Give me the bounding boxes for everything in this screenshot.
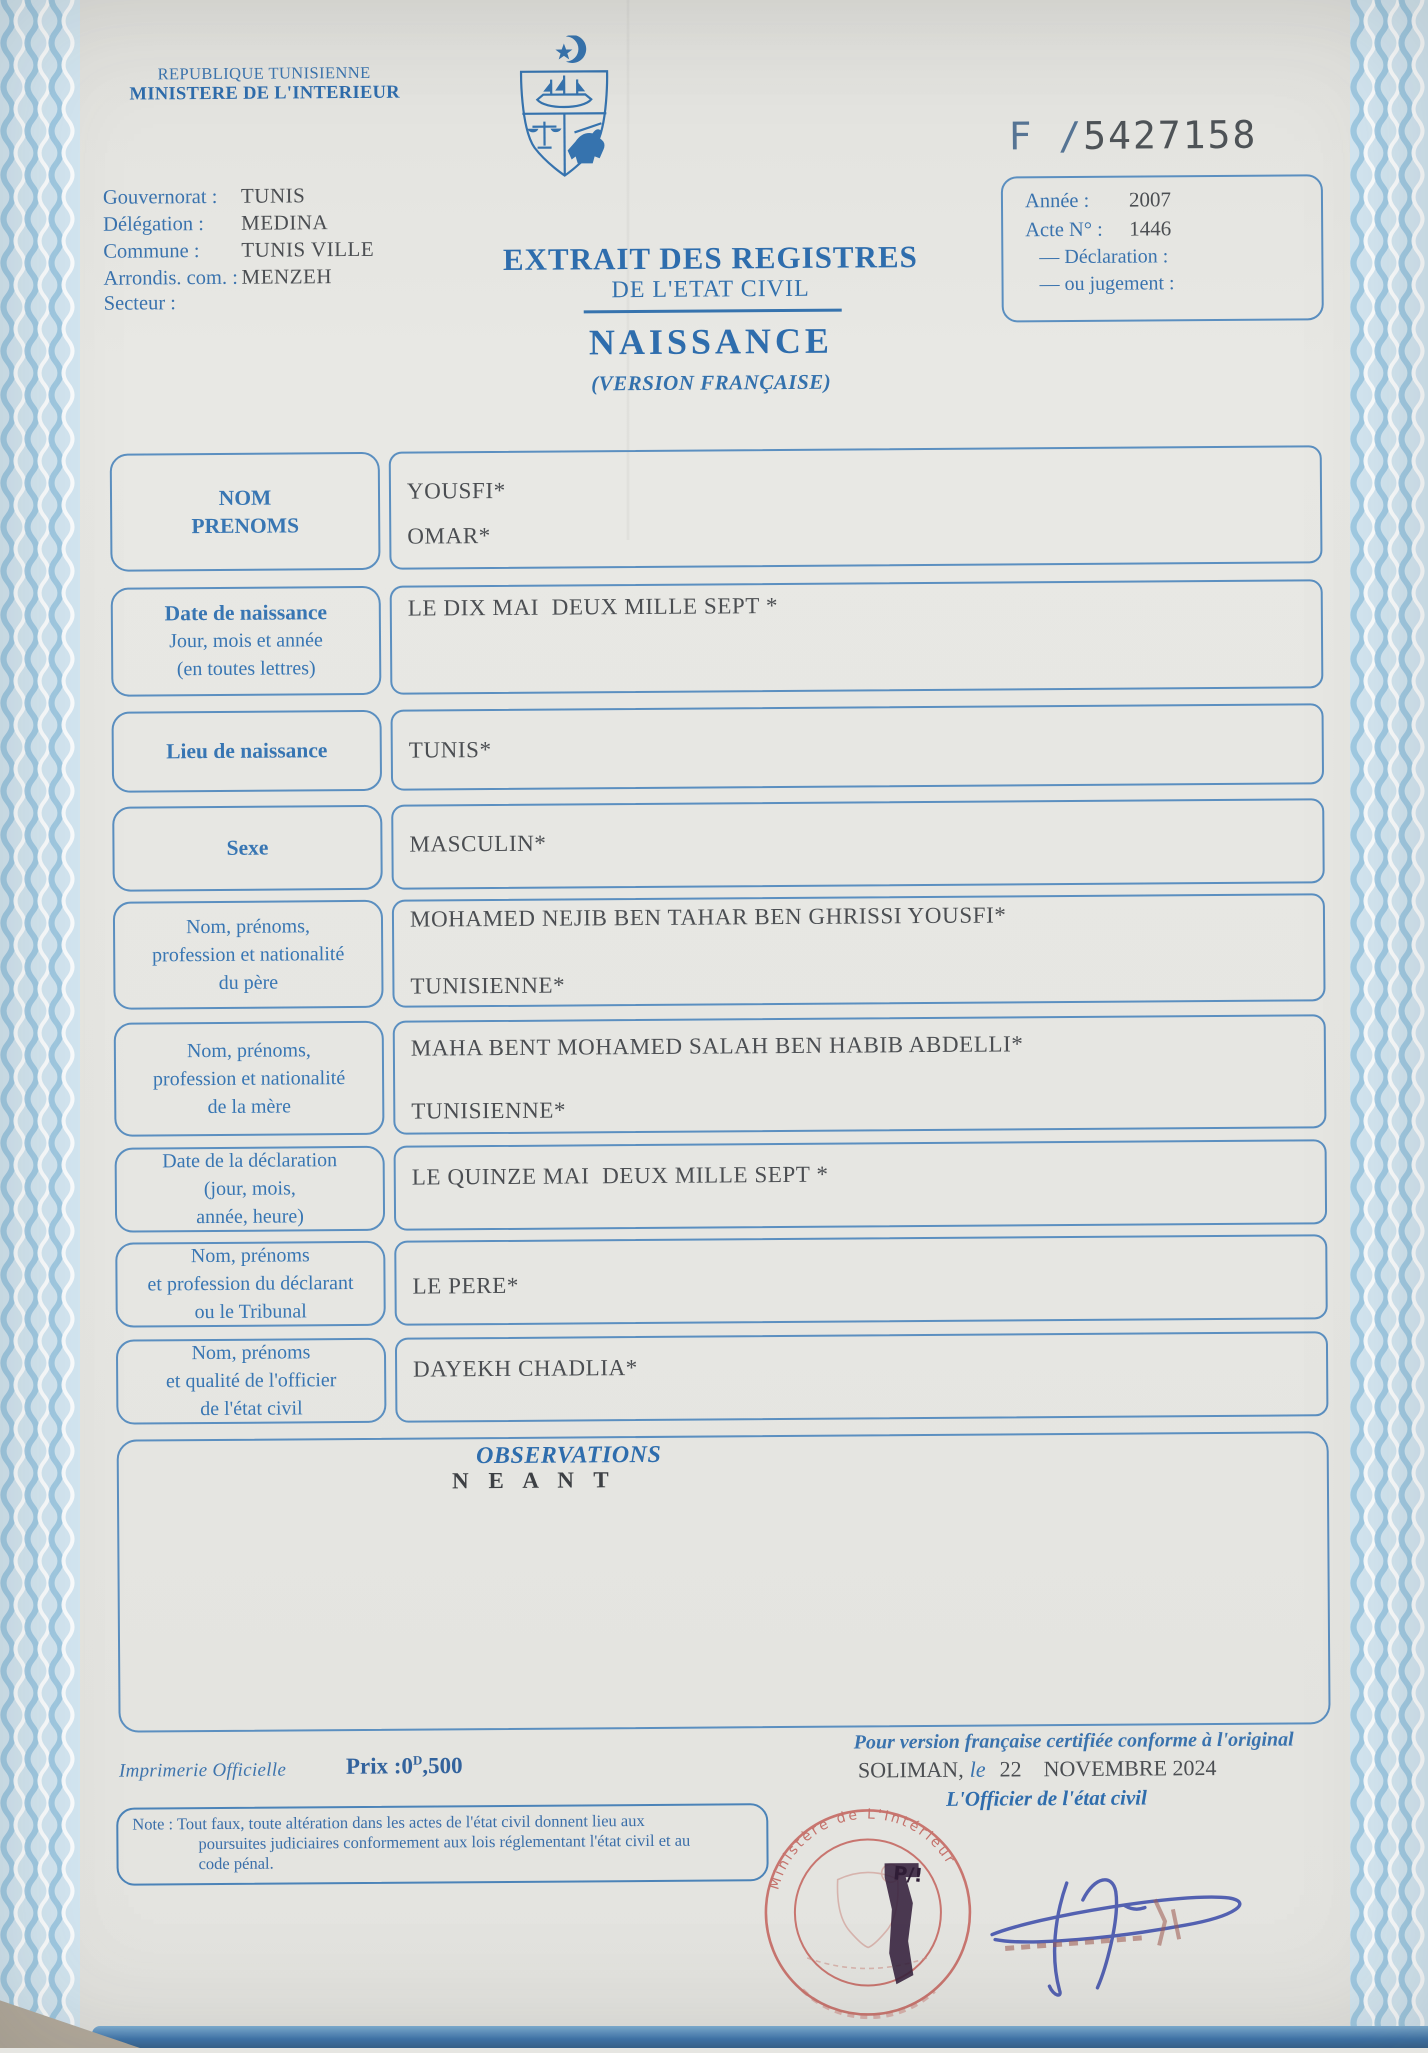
- field-value: 2007: [1129, 187, 1171, 212]
- form-label-line: de l'état civil: [200, 1396, 303, 1422]
- field-label: Arrondis. com. :: [103, 267, 241, 291]
- form-label-line: Nom, prénoms,: [186, 914, 310, 940]
- form-value-line: DAYEKH CHADLIA*: [413, 1350, 1316, 1382]
- le-word: le: [970, 1757, 986, 1782]
- jugement-label: — ou jugement :: [1039, 271, 1321, 300]
- form-label-line: (en toutes lettres): [177, 656, 316, 682]
- form-value-line: MOHAMED NEJIB BEN TAHAR BEN GHRISSI YOUSFI*: [410, 900, 1313, 932]
- price-suffix: ,500: [422, 1753, 462, 1778]
- field-value: MEDINA: [241, 210, 328, 236]
- form-label-line: Sexe: [226, 836, 268, 861]
- form-label-line: du père: [219, 970, 279, 995]
- form-label-line: NOM: [219, 485, 272, 510]
- serial-prefix: F /: [1008, 114, 1083, 159]
- note-label: Note :: [132, 1814, 173, 1833]
- certification-line: Pour version française certifiée conforme à l'original: [854, 1728, 1354, 1754]
- form-label-line: profession et nationalité: [152, 942, 344, 968]
- field-value: TUNIS VILLE: [241, 237, 374, 263]
- form-label-line: ou le Tribunal: [195, 1299, 307, 1325]
- observations-heading: OBSERVATIONS: [369, 1441, 769, 1471]
- place-name: SOLIMAN,: [858, 1757, 964, 1783]
- form-label-line: de la mère: [208, 1094, 291, 1120]
- printer-credit: Imprimerie Officielle: [119, 1760, 286, 1783]
- ink-text: P/!: [892, 1862, 924, 1887]
- field-value: MENZEH: [241, 264, 332, 290]
- note-line-2: poursuites judiciaires conformement aux lois réglementant l'état civil et au: [132, 1830, 754, 1854]
- declaration-label: — Déclaration :: [1039, 244, 1321, 273]
- form-label-line: et profession du déclarant: [147, 1271, 353, 1297]
- form-label-line: PRENOMS: [191, 513, 299, 539]
- form-value-line: LE PERE*: [412, 1267, 1315, 1299]
- stamp-arc-text: Ministère de L'Intérieur: [766, 1806, 959, 1892]
- form-label-line: et qualité de l'officier: [166, 1368, 337, 1394]
- form-label-line: Date de naissance: [165, 600, 328, 626]
- form-value-line: TUNISIENNE*: [410, 967, 1313, 999]
- title-extrait: EXTRAIT DES REGISTRES: [395, 238, 1025, 278]
- form-label-line: (jour, mois,: [204, 1176, 296, 1202]
- serial-digits: 5427158: [1083, 113, 1257, 158]
- date-day: 22: [999, 1756, 1021, 1781]
- form-label-line: année, heure): [196, 1204, 304, 1230]
- field-value: TUNIS: [241, 183, 306, 208]
- field-label: Secteur :: [104, 292, 242, 316]
- field-value: 1446: [1129, 216, 1171, 241]
- form-value-line: LE QUINZE MAI DEUX MILLE SEPT *: [412, 1158, 1315, 1190]
- note-line-3: code pénal.: [132, 1850, 754, 1874]
- date-month-year: NOVEMBRE 2024: [1043, 1755, 1216, 1781]
- form-label-line: profession et nationalité: [153, 1066, 345, 1092]
- form-label-line: Jour, mois et année: [169, 628, 323, 654]
- form-value-line: OMAR*: [407, 517, 1310, 549]
- price-prefix: Prix :0: [346, 1753, 413, 1778]
- title-etat-civil: DE L'ETAT CIVIL: [396, 274, 1026, 305]
- field-label: Année :: [1025, 190, 1129, 214]
- form-label-line: Nom, prénoms: [191, 1340, 310, 1366]
- note-line-1: Tout faux, toute altération dans les actes de l'état civil donnent lieu aux: [177, 1811, 645, 1833]
- price-superscript: D: [413, 1753, 422, 1768]
- field-label: Commune :: [103, 240, 241, 264]
- field-label: Délégation :: [103, 213, 241, 237]
- form-value-line: MAHA BENT MOHAMED SALAH BEN HABIB ABDELLI*: [411, 1029, 1314, 1061]
- form-value-line: MASCULIN*: [409, 825, 1312, 857]
- officer-title: L'Officier de l'état civil: [946, 1785, 1147, 1811]
- form-value-line: YOUSFI*: [407, 472, 1310, 504]
- form-value-line: TUNIS*: [409, 731, 1312, 763]
- ministry-stamp: [765, 1806, 970, 2018]
- field-label: Gouvernorat :: [103, 186, 241, 210]
- observations-value: N E A N T: [334, 1466, 734, 1495]
- ministry-heading: MINISTERE DE L'INTERIEUR: [112, 83, 417, 106]
- field-label: Acte N° :: [1025, 219, 1129, 243]
- svg-text:Ministère de L'Intérieur: [766, 1806, 959, 1892]
- form-label-line: Date de la déclaration: [162, 1148, 337, 1174]
- title-version: (VERSION FRANÇAISE): [396, 368, 1026, 397]
- form-label-line: Lieu de naissance: [166, 738, 327, 764]
- form-label-line: Nom, prénoms,: [187, 1038, 311, 1064]
- republic-heading: REPUBLIQUE TUNISIENNE: [134, 63, 394, 85]
- title-naissance: NAISSANCE: [396, 318, 1026, 364]
- signature: [992, 1879, 1241, 1996]
- form-value-line: LE DIX MAI DEUX MILLE SEPT *: [408, 589, 1311, 621]
- form-label-line: Nom, prénoms: [191, 1243, 310, 1269]
- form-value-line: TUNISIENNE*: [411, 1092, 1314, 1124]
